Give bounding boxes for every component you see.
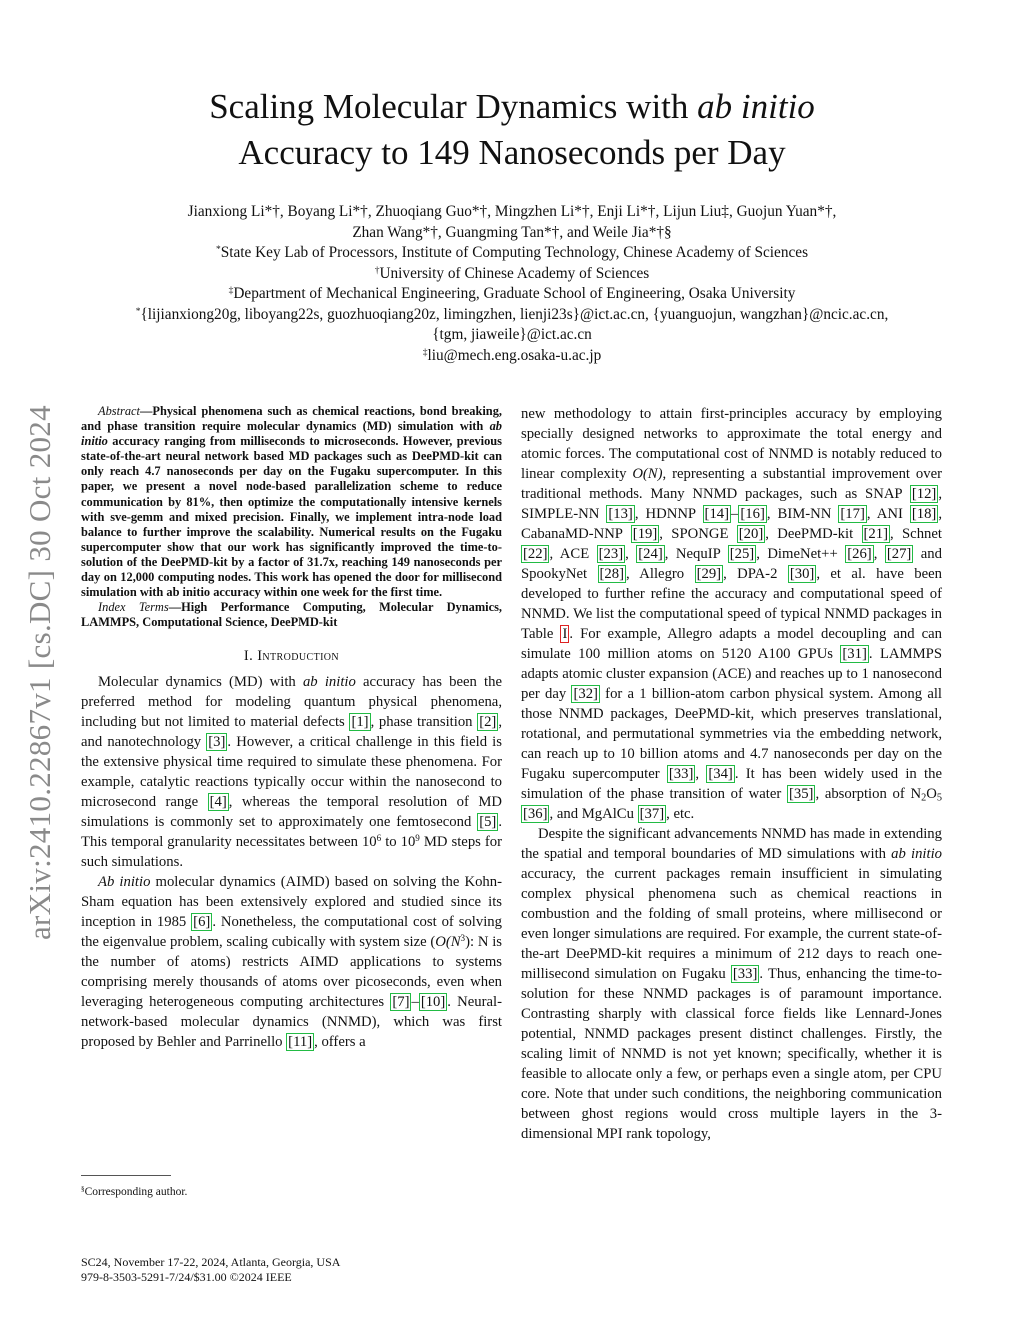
citation-link[interactable]: [35] [788,786,814,802]
citation-link[interactable]: [23] [598,546,624,562]
citation-link[interactable]: [13] [608,506,633,522]
citation-link[interactable]: [19] [632,526,658,542]
affiliation-2: †University of Chinese Academy of Sciences [374,264,650,282]
footnote-divider [81,1175,171,1176]
index-terms: Index Terms—High Performance Computing, Molecular Dynamics, LAMMPS, Computational Science, DeePMD-kit [81,600,502,630]
copyright-line: 979-8-3503-5291-7/24/$31.00 ©2024 IEEE [81,1270,292,1284]
citation-link[interactable]: [32] [573,686,598,702]
citation-link[interactable]: [10] [420,994,446,1011]
title-line-2: Accuracy to 149 Nanoseconds per Day [238,133,786,172]
left-column [81,404,502,1052]
citation-link[interactable]: [33] [668,766,694,782]
affiliation-3: ‡Department of Mechanical Engineering, Graduate School of Engineering, Osaka University [228,285,796,302]
citation-link[interactable]: [37] [639,806,665,822]
arxiv-identifier: arXiv:2410.22867v1 [cs.DC] 30 Oct 2024 [22,405,57,940]
section-heading: I. Introduction [243,648,340,665]
author-list-line-1: Jianxiong Li*†, Boyang Li*†, Zhuoqiang Guo*†, Mingzhen Li*†, Enji Li*†, Lijun Liu‡, Guojun Yuan*†, [187,203,837,220]
email-line-2: {tgm, jiaweile}@ict.ac.cn [432,326,592,343]
citation-link[interactable]: [21] [863,526,888,542]
citation-link[interactable]: [36] [523,806,548,822]
citation-link[interactable]: [16] [740,506,765,522]
citation-link[interactable]: [31] [842,646,867,662]
intro-paragraph-1: Molecular dynamics (MD) with ab initio accuracy has been the preferred method for modeling quantum physical phenomena, including but not limited to material defects [1] , phase transition [2] , and nanotechnology [3] . However, a critical challenge in this field is the extensive physical time required to simulate these phenomena. For example, catalytic reactions typically occur within the nanosecond to microsecond range [4] , whereas the temporal resolution of MD simulations is commonly set to approximately one femtosecond [5] . This temporal granularity necessitates between $10^6$ to $10^9$ MD steps for such simulations. [81,674,503,871]
citation-link[interactable]: [25] [729,546,755,562]
citation-link[interactable]: [17] [840,506,865,522]
citation-link[interactable]: [14] [704,506,730,522]
citation-link[interactable]: [22] [523,546,548,562]
citation-link[interactable]: [26] [847,546,872,562]
citation-link[interactable]: [6] [193,914,211,931]
citation-link[interactable]: [28] [599,566,624,582]
intro-paragraph-4: Despite the significant advancements NNMD has made in extending the spatial and temporal boundaries of MD simulations with ab initio accuracy, the current packages remain insufficient in simulating complex physical phenomena such as chemical reactions in combustion and the folding of small proteins, where millisecond or even longer simulations are required. For example, the current state-of-the-art DeePMD-kit requires a minimum of 212 days to reach one-millisecond simulation on Fugaku [33] . Thus, enhancing the time-to-solution for these NNMD packages is of paramount importance. Contrasting sharply with classical force fields like Lennard-Jones potential, NNMD packages present distinct challenges. Firstly, the scaling limit of NNMD is not yet known; specifically, whether it is feasible to allocate only a few, or perhaps even a single atom, per CPU core. Note that under such conditions, the neighboring communication between ghost regions would cross multiple layers in the 3-dimensional MPI rank topology, [521,826,942,1142]
citation-link[interactable]: [12] [911,486,937,502]
citation-link[interactable]: [27] [886,546,912,562]
abstract: Abstract—Physical phenomena such as chemical reactions, bond breaking, and phase transition require molecular dynamics (MD) simulation with ab initio accuracy ranging from milliseconds to microseconds. However, previous state-of-the-art neural network based MD packages such as DeePMD-kit can only reach 4.7 nanoseconds per day on the Fugaku supercomputer. In this paper, we present a novel node-based parallelization scheme to reduce communication by 81%, then optimize the computationally intensive kernels with sve-gemm and mixed precision. Finally, we implement intra-node load balance to further improve the scalability. Numerical results on the Fugaku supercomputer show that our work has significantly improved the time-to-solution of the DeePMD-kit by a factor of 31.7x, reaching 149 nanoseconds per day on 12,000 computing nodes. This work has opened the door for millisecond simulation with ab initio accuracy within one week for the first time. [81,404,502,600]
intro-paragraph-2: Ab initio molecular dynamics (AIMD) based on solving the Kohn-Sham equation has been extensively explored and studied since its inception in 1985 [6] . Nonetheless, the computational cost of solving the eigenvalue problem, scaling cubically with system size ($O(N^3)$: N is the number of atoms) restricts AIMD applications to systems comprising merely thousands of atoms over picoseconds, even when leveraging heterogeneous computing architectures [7] – [10] . Neural-network-based molecular dynamics (NNMD), which was first proposed by Behler and Parrinello [11] , offers a [81,874,502,1051]
title-line-1: Scaling Molecular Dynamics with ab initio [209,87,815,126]
right-column [521,404,942,1144]
citation-link[interactable]: [7] [392,994,410,1011]
citation-link[interactable]: [24] [638,546,663,562]
page-footer [81,1255,340,1285]
intro-paragraph-3: new methodology to attain first-principles accuracy by employing specially designed networks to approximate the total energy and atomic forces. The computational cost of NNMD is notably reduced to linear complexity O(N), representing a substantial improvement over traditional methods. Many NNMD packages, such as SNAP [12] , SIMPLE-NN [13] , HDNNP [14] – [16] , BIM-NN [17] , ANI [18] , CabanaMD-NNP [19] , SPONGE [20] , DeePMD-kit [21] , Schnet [22] , ACE [23] , [24] , NequIP [25] , DimeNet++ [26] , [27] and SpookyNet [28] , Allegro [29] , DPA-2 [30] , et al. have been developed to further refine the accuracy and computational speed of NNMD. We list the computational speed of typical NNMD packages in Table I . For example, Allegro adapts a model decoupling and can simulate 100 million atoms on 5120 A100 GPUs [31] . LAMMPS adapts atomic cluster expansion (ACE) and reaches up to 1 nanosecond per day [32] for a 1 billion-atom carbon physical system. Among all those NNMD packages, DeePMD-kit, which preserves translational, rotational, and permutational symmetries via the embedding network, can reach up to 10 billion atoms and 4.7 nanoseconds per day on the Fugaku supercomputer [33] , [34] . It has been widely used in the simulation of the phase transition of water [35] , absorption of $N_2O_5$ [36] , and MgAlCu [37] , etc. [521,406,942,822]
email-line-1: *{lijianxiong20g, liboyang22s, guozhuoqiang20z, limingzhen, lienji23s}@ict.ac.cn, {yuanguojun, wangzhan}@ncic.ac.cn, [135,305,889,323]
table-reference-link[interactable]: I [562,626,568,642]
author-block [60,202,964,366]
citation-link[interactable]: [29] [696,566,722,582]
email-line-3: ‡liu@mech.eng.osaka-u.ac.jp [422,346,602,364]
citation-link[interactable]: [18] [911,506,937,522]
citation-link[interactable]: [30] [789,566,815,582]
affiliation-1: *State Key Lab of Processors, Institute of Computing Technology, Chinese Academy of Sciences [215,244,809,261]
citation-link[interactable]: [20] [738,526,764,542]
citation-link[interactable]: [3] [208,734,226,751]
citation-link[interactable]: [5] [479,814,497,831]
author-list-line-2: Zhan Wang*†, Guangming Tan*†, and Weile Jia*†§ [352,223,672,241]
citation-link[interactable]: [4] [209,794,227,811]
conference-line: SC24, November 17-22, 2024, Atlanta, Georgia, USA [81,1255,341,1269]
footnote: §Corresponding author. [81,1185,188,1198]
citation-link[interactable]: [34] [708,766,733,782]
paper-title [60,84,964,176]
citation-link[interactable]: [33] [732,966,758,982]
citation-link[interactable]: [1] [351,714,369,731]
citation-link[interactable]: [11] [288,1034,313,1051]
citation-link[interactable]: [2] [479,714,497,731]
